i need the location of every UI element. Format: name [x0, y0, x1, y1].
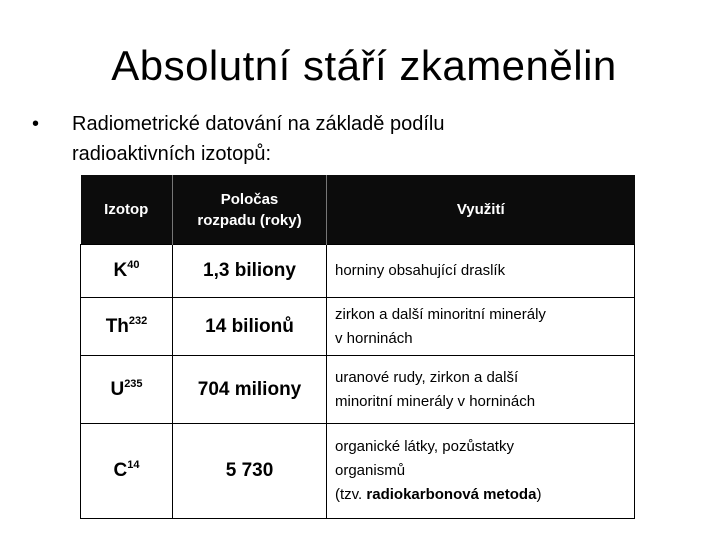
bullet-text [72, 109, 632, 169]
header-usage: Využití [327, 175, 635, 245]
usage-cell [327, 298, 635, 356]
usage-cell [327, 356, 635, 424]
usage-line-3-suffix: ) [536, 486, 542, 503]
isotope-element: Th [105, 315, 129, 337]
table-row [81, 424, 635, 519]
header-halflife-line-2: rozpadu (roky) [197, 211, 302, 229]
usage-cell [327, 424, 635, 519]
usage-line-1: zirkon a další minoritní minerály [335, 305, 546, 323]
usage-line-3 [335, 483, 628, 507]
table-row [81, 298, 635, 356]
halflife-cell: 5 730 [173, 424, 327, 519]
isotope-mass: 235 [124, 377, 143, 390]
table-row [81, 356, 635, 424]
bullet-text-line-2: radioaktivních izotopů: [72, 143, 272, 165]
isotope-cell [81, 356, 173, 424]
usage-line-1: horniny obsahující draslík [335, 262, 506, 279]
isotope-cell [81, 298, 173, 356]
usage-line-2: v horninách [335, 329, 413, 347]
usage-line-2: organismů [335, 462, 406, 479]
halflife-cell: 704 miliony [173, 356, 327, 424]
halflife-cell: 1,3 biliony [173, 245, 327, 298]
bullet-symbol: • [32, 113, 40, 135]
table-row [81, 245, 635, 298]
isotope-mass: 14 [127, 459, 140, 471]
isotope-cell [81, 245, 173, 298]
isotope-element: U [110, 378, 125, 400]
isotope-element: K [113, 260, 128, 281]
header-halflife [173, 175, 327, 245]
slide-title: Absolutní stáří zkamenělin [111, 42, 617, 89]
header-halflife-line-1: Poločas [220, 190, 279, 208]
usage-method-name: radiokarbonová metoda [366, 486, 537, 503]
bullet-text-line-1: Radiometrické datování na základě podílu [72, 113, 445, 135]
usage-line-1: organické látky, pozůstatky [335, 438, 514, 455]
isotope-element: C [113, 460, 128, 481]
header-isotope: Izotop [81, 175, 173, 245]
isotope-table [80, 175, 635, 519]
usage-line-2: minoritní minerály v horninách [335, 392, 536, 410]
table-header-row [81, 175, 635, 245]
halflife-cell: 14 bilionů [173, 298, 327, 356]
isotope-mass: 40 [127, 259, 140, 271]
isotope-mass: 232 [128, 314, 148, 327]
usage-line-1: uranové rudy, zirkon a další [335, 368, 519, 386]
usage-cell [327, 245, 635, 298]
usage-line-3-prefix: (tzv. [335, 486, 367, 503]
isotope-cell [81, 424, 173, 519]
